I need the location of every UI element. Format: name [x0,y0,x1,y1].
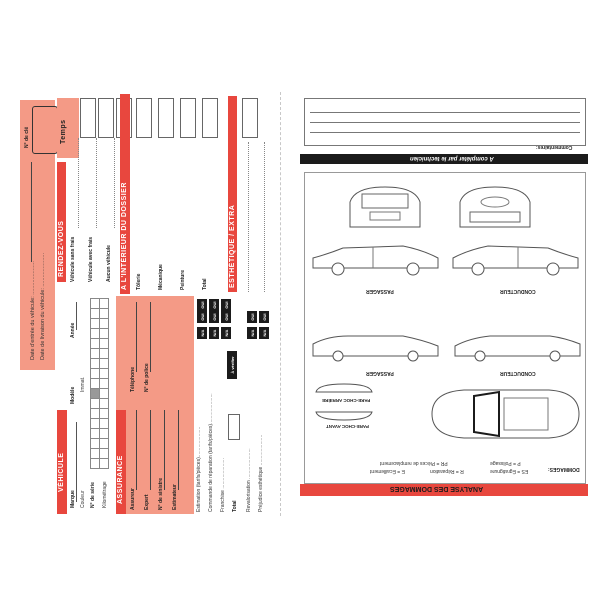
oui-checkbox-upper[interactable]: OUI [221,299,231,311]
oui-checkbox-upper[interactable]: OUI [209,299,219,311]
comment-line-1[interactable] [310,112,580,113]
assurance-telephone: Téléphone [130,366,136,392]
police-line[interactable] [150,302,151,372]
oui-checkbox[interactable]: OUI [209,311,219,323]
rv-line-3 [114,138,115,228]
rendez-vous-item-1: Véhicule sans frais [70,236,76,282]
rear-view-diagram[interactable] [340,182,430,232]
estimateur-line[interactable] [178,410,179,490]
key-number-label: N° de clé [24,126,30,148]
vehicule-title: VÉHICULE [58,452,65,492]
interieur-item-peinture: Peinture [180,269,186,290]
passager-label-2: PASSAGER [366,370,394,376]
left-form-sheet [20,92,275,516]
comment-line-3[interactable] [310,132,580,133]
rv-line-1 [78,138,79,228]
rendez-vous-title: RENDEZ-VOUS [58,220,65,277]
oui-checkbox[interactable]: OUI [221,311,231,323]
serial-cell[interactable] [99,458,109,469]
serial-number-grid[interactable] [90,298,110,468]
total-label: Total [232,500,238,512]
assureur-line[interactable] [136,410,137,490]
interieur-item-total: Total [202,278,208,290]
mecanique-box[interactable] [158,98,174,138]
legend-egratignure: ES = Égratignure [490,468,529,474]
marque-line[interactable] [76,422,77,502]
analyse-title: ANALYSE DES DOMMAGES [390,485,484,492]
oui-checkbox-upper[interactable]: OUI [197,299,207,311]
date-entree-line[interactable] [31,162,32,262]
center-fold-line [280,92,281,516]
technician-label: À compléter par le technicien [410,155,494,161]
na-checkbox[interactable]: N/A [247,327,257,339]
na-checkbox[interactable]: N/A [209,327,219,339]
assurance-expert: Expert [144,494,150,510]
passenger-side-diagram-2[interactable] [308,332,443,364]
rv-line-2 [96,138,97,228]
legend-ecaillement: E = Écaillement [370,468,405,474]
assurance-title: ASSURANCE [117,455,124,504]
date-livraison-label: Date de livraison du véhicule: ...................... [40,253,46,360]
legend-pieces: PR = Pièces de remplacement [380,460,448,466]
driver-side-diagram-2[interactable] [450,332,585,364]
interieur-item-tolerie: Tôlerie [136,273,142,290]
right-form-sheet [300,92,588,500]
vehicule-annee: Année [70,322,76,338]
assurance-estimateur: Estimateur [172,484,178,510]
assurance-no-sinistre: N° de sinistre [158,477,164,510]
assurance-assureur: Assureur [130,488,136,510]
commande-label: Commande de réparation (tarifs/pièces)...................... [208,393,214,512]
assurance-no-police: N° de police [144,363,150,392]
interieur-title: A L'INTÉRIEUR DU DOSSIER [121,182,128,290]
na-checkbox[interactable]: N/A [221,327,231,339]
revalorisation-label: Revalorisation ...................... [246,448,252,512]
na-checkbox[interactable]: N/A [197,327,207,339]
esthetique-box-1[interactable] [242,98,258,138]
vehicule-modele: Modèle [70,386,76,404]
na-checkbox[interactable]: N/A [259,327,269,339]
conducteur-label-2: CONDUCTEUR [500,370,536,376]
vehicule-no-serie: N° de série [90,482,96,508]
tolerie-box[interactable] [136,98,152,138]
rendez-vous-item-3: Aucun véhicule [106,245,112,282]
verifier-badge[interactable]: À vérifier [227,351,237,379]
key-number-box[interactable] [32,106,58,154]
conducteur-label: CONDUCTEUR [500,288,536,294]
rear-bumper-label: PARE-CHOC ARRIÈRE [322,398,371,403]
top-view-diagram[interactable] [424,386,584,442]
peinture-box[interactable] [180,98,196,138]
vehicule-kilometrage: Kilométrage [102,481,108,508]
front-bumper-label: PARE-CHOC AVANT [326,424,369,429]
rendez-vous-box-1[interactable] [80,98,96,138]
oui-checkbox[interactable]: OUI [197,311,207,323]
vehicule-marque: Marque [70,490,76,508]
esthetique-title: ESTHÉTIQUE / EXTRA [229,204,236,288]
comments-label: Commentaires: [536,144,573,150]
estimation-label: Estimation (tarifs/pièces)...................... [196,426,202,512]
legend-polissage: P = Polissage [490,460,521,466]
passager-label: PASSAGER [366,288,394,294]
legend-reparation: R = Réparation [430,468,464,474]
oui-checkbox[interactable]: OUI [259,311,269,323]
rendez-vous-box-2[interactable] [98,98,114,138]
passenger-side-diagram[interactable] [308,240,443,278]
franchise-total-box[interactable] [228,414,240,440]
date-entree-label: Date d'entrée du véhicule: ...................... [30,261,36,360]
comment-line-2[interactable] [310,122,580,123]
oui-checkbox[interactable]: OUI [247,311,257,323]
prejudice-label: Préjudice esthétique ...................... [258,434,264,512]
expert-line[interactable] [150,410,151,490]
vehicule-couleur: Couleur [80,490,86,508]
annee-line[interactable] [76,302,77,330]
vehicule-immat: Immat. [80,376,86,392]
assurance-panel [116,296,194,514]
interieur-item-mecanique: Mécanique [158,264,164,290]
sinistre-line[interactable] [164,410,165,490]
temps-label: Temps [60,119,67,144]
rendez-vous-item-2: Véhicule avec frais [88,236,94,282]
driver-side-diagram[interactable] [448,240,583,278]
rear-bumper-diagram[interactable] [314,382,374,396]
front-bumper-diagram[interactable] [314,408,374,422]
dommages-label: DOMMAGES: [548,466,580,472]
front-view-diagram[interactable] [450,182,540,232]
est-line-2 [264,142,265,292]
est-line-1 [248,142,249,292]
franchise-label: Franchise ...................... [220,458,226,512]
total-box[interactable] [202,98,218,138]
telephone-line[interactable] [136,302,137,372]
